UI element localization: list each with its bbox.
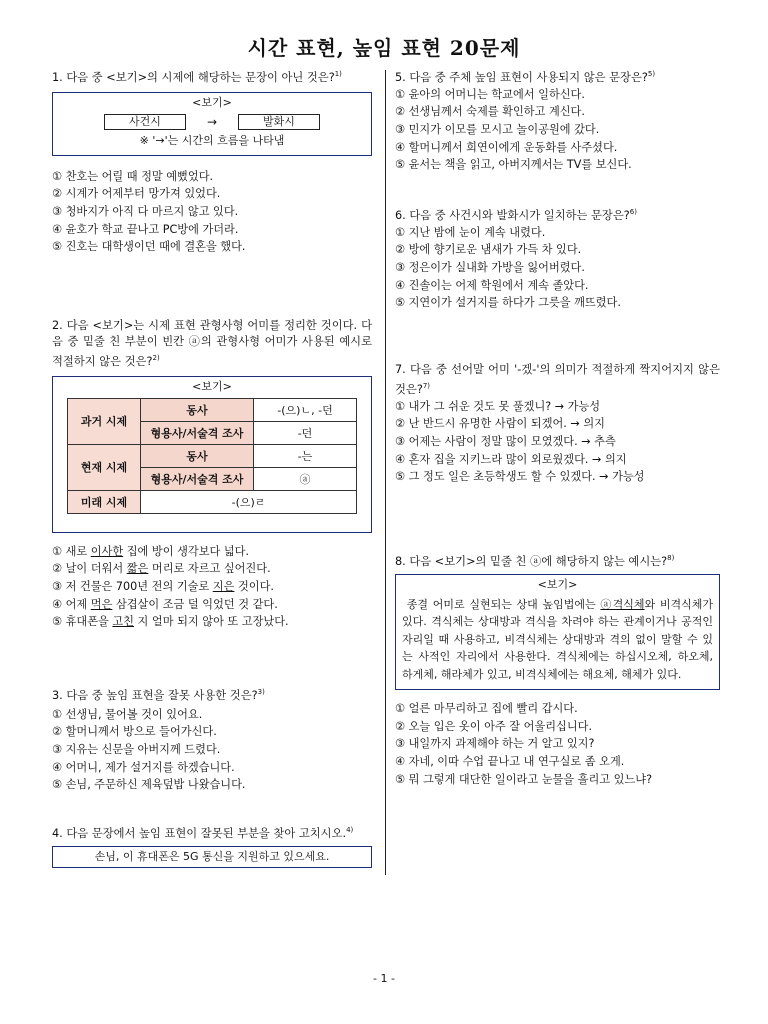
underlined-term: ⓐ격식체 [600, 597, 645, 611]
choice[interactable]: ③ 지유는 신문을 아버지께 드렸다. [52, 742, 221, 756]
bogi-title: <보기> [192, 95, 232, 109]
bogi-title: <보기> [192, 379, 232, 393]
page-number: - 1 - [373, 972, 395, 985]
question-4-sentence: 손님, 이 휴대폰은 5G 통신을 지원하고 있으세요. [94, 849, 330, 863]
question-2 [52, 318, 372, 631]
choice[interactable]: ④ 할머니께서 희연이에게 운동화를 사주셨다. [395, 140, 618, 154]
choice[interactable]: ② 선생님께서 숙제를 확인하고 계신다. [395, 105, 585, 119]
question-3-text: 3. 다음 중 높임 표현을 잘못 사용한 것은?$^{3)}$ [52, 688, 265, 702]
question-1 [52, 66, 372, 256]
choice[interactable]: ③ 내일까지 과제해야 하는 거 알고 있지? [395, 737, 595, 751]
choice[interactable]: ① 새로 이사한 집에 방이 생각보다 넓다. [52, 544, 250, 558]
speech-time-box: 발화시 [238, 114, 320, 130]
bogi-title: <보기> [537, 577, 578, 591]
bogi-passage: 종결 어미로 실현되는 상대 높임법에는 ⓐ격식체와 비격식체가 있다. 격식체는 상대방과 격식을 차려야 하는 관계이거나 공적인 자리일 때 사용하고, 비격식체는 상대방과 격의 없이 말할 수 있는 사적인 자리에서 사용한다. 격식체에는 하십시오체, 하오체, 하게체, 해라체가 있고, 비격식체에는 해요체, 해체가 있다. [402, 597, 713, 681]
question-5-choices [395, 86, 720, 174]
adj-label: 형용사/서술격 조사 [141, 467, 254, 490]
choice[interactable]: ② 방에 향기로운 냄새가 가득 차 있다. [395, 243, 582, 257]
column-divider [385, 70, 386, 875]
question-6-choices [395, 224, 720, 312]
flow-note: ※ '→'는 시간의 흐름을 나타냄 [139, 133, 285, 147]
tense-ending-table [67, 398, 357, 514]
choice[interactable]: ④ 자네, 이따 수업 끝나고 내 연구실로 좀 오게. [395, 755, 625, 769]
question-4-text: 4. 다음 문장에서 높임 표현이 잘못된 부분을 찾아 고치시오.$^{4)}$ [52, 826, 354, 840]
choice[interactable]: ⑤ 진호는 대학생이던 때에 결혼을 했다. [52, 240, 246, 254]
present-adj-blank: ⓐ [254, 467, 357, 490]
question-6 [395, 204, 720, 312]
choice[interactable]: ① 얼른 마무리하고 집에 빨리 갑시다. [395, 702, 578, 716]
arrow-icon: → [206, 114, 218, 129]
choice[interactable]: ① 선생님, 물어볼 것이 있어요. [52, 707, 203, 721]
choice[interactable]: ① 윤아의 어머니는 학교에서 일하신다. [395, 87, 585, 101]
choice[interactable]: ③ 정은이가 실내화 가방을 잃어버렸다. [395, 260, 585, 274]
question-5-text: 5. 다음 중 주체 높임 표현이 사용되지 않은 문장은?$^{5)}$ [395, 70, 656, 84]
question-4-answer-box [52, 846, 372, 868]
question-2-bogi-box [52, 376, 372, 533]
choice[interactable]: ④ 윤호가 학교 끝나고 PC방에 가더라. [52, 222, 239, 236]
verb-label: 동사 [141, 398, 254, 421]
choice[interactable]: ① 찬호는 어릴 때 정말 예뻤었다. [52, 169, 214, 183]
question-8-bogi-box [395, 574, 720, 691]
choice[interactable]: ③ 어제는 사람이 정말 많이 모였겠다. → 추측 [395, 434, 616, 448]
question-4 [52, 822, 372, 868]
question-8-choices [395, 700, 720, 788]
choice[interactable]: ② 오늘 입은 옷이 아주 잘 어울리십니다. [395, 719, 593, 733]
question-1-choices [52, 168, 372, 256]
choice[interactable]: ② 시계가 어제부터 망가져 있었다. [52, 187, 221, 201]
past-tense-label: 과거 시제 [68, 398, 141, 444]
page-title: 시간 표현, 높임 표현 20문제 [247, 36, 521, 60]
present-verb-ending: -는 [254, 444, 357, 467]
choice[interactable]: ③ 민지가 이모를 모시고 놀이공원에 갔다. [395, 122, 600, 136]
choice[interactable]: ④ 어머니, 제가 설거지를 하겠습니다. [52, 760, 235, 774]
choice[interactable]: ⑤ 뭐 그렇게 대단한 일이라고 눈물을 흘리고 있느냐? [395, 772, 653, 786]
choice[interactable]: ① 지난 밤에 눈이 계속 내렸다. [395, 225, 546, 239]
time-flow [53, 114, 371, 130]
question-3 [52, 684, 372, 794]
question-5 [395, 66, 720, 174]
choice[interactable]: ④ 어제 먹은 삼겹살이 조금 덜 익었던 것 같다. [52, 597, 278, 611]
question-3-choices [52, 706, 372, 794]
choice[interactable]: ⑤ 휴대폰을 고친 지 얼마 되지 않아 또 고장났다. [52, 615, 289, 629]
question-8-text: 8. 다음 <보기>의 밑줄 친 ⓐ에 해당하지 않는 예시는?$^{8)}$ [395, 554, 675, 568]
choice[interactable]: ⑤ 그 정도 일은 초등학생도 할 수 있겠다. → 가능성 [395, 470, 645, 484]
choice[interactable]: ② 할머니께서 방으로 들어가신다. [52, 725, 217, 739]
event-time-box: 사건시 [104, 114, 186, 130]
question-7-text: 7. 다음 중 선어말 어미 '-겠-'의 의미가 적절하게 짝지어지지 않은 것은?$^{7)}$ [395, 363, 720, 396]
choice[interactable]: ④ 혼자 집을 지키느라 많이 외로웠겠다. → 의지 [395, 452, 627, 466]
question-7-choices [395, 398, 720, 486]
choice[interactable]: ⑤ 윤서는 책을 읽고, 아버지께서는 TV를 보신다. [395, 158, 632, 172]
question-1-bogi-box [52, 92, 372, 156]
choice[interactable]: ⑤ 지연이가 설거지를 하다가 그릇을 깨뜨렸다. [395, 296, 621, 310]
question-8 [395, 550, 720, 788]
question-7 [395, 362, 720, 486]
future-tense-label: 미래 시제 [68, 490, 141, 513]
choice[interactable]: ② 난 반드시 유명한 사람이 되겠어. → 의지 [395, 417, 605, 431]
question-2-choices [52, 543, 372, 631]
question-2-text: 2. 다음 <보기>는 시제 표현 관형사형 어미를 정리한 것이다. 다음 중 밑줄 친 부분이 빈칸 ⓐ의 관형사형 어미가 사용된 예시로 적절하지 않은 것은?$^{2)}$ [52, 319, 372, 368]
choice[interactable]: ③ 청바지가 아직 다 마르지 않고 있다. [52, 204, 239, 218]
present-tense-label: 현재 시제 [68, 444, 141, 490]
verb-label: 동사 [141, 444, 254, 467]
choice[interactable]: ⑤ 손님, 주문하신 제육덮밥 나왔습니다. [52, 778, 246, 792]
choice[interactable]: ④ 진솔이는 어제 학원에서 계속 졸았다. [395, 278, 589, 292]
future-ending: -(으)ㄹ [141, 490, 357, 513]
question-6-text: 6. 다음 중 사건시와 발화시가 일치하는 문장은?$^{6)}$ [395, 208, 637, 222]
question-1-text: 1. 다음 중 <보기>의 시제에 해당하는 문장이 아닌 것은?$^{1)}$ [52, 70, 342, 84]
past-verb-ending: -(으)ㄴ, -던 [254, 398, 357, 421]
choice[interactable]: ③ 저 건물은 700년 전의 기술로 지은 것이다. [52, 579, 274, 593]
past-adj-ending: -던 [254, 421, 357, 444]
choice[interactable]: ② 날이 더워서 짧은 머리로 자르고 싶어진다. [52, 562, 271, 576]
adj-label: 형용사/서술격 조사 [141, 421, 254, 444]
choice[interactable]: ① 내가 그 쉬운 것도 못 풀겠니? → 가능성 [395, 399, 601, 413]
